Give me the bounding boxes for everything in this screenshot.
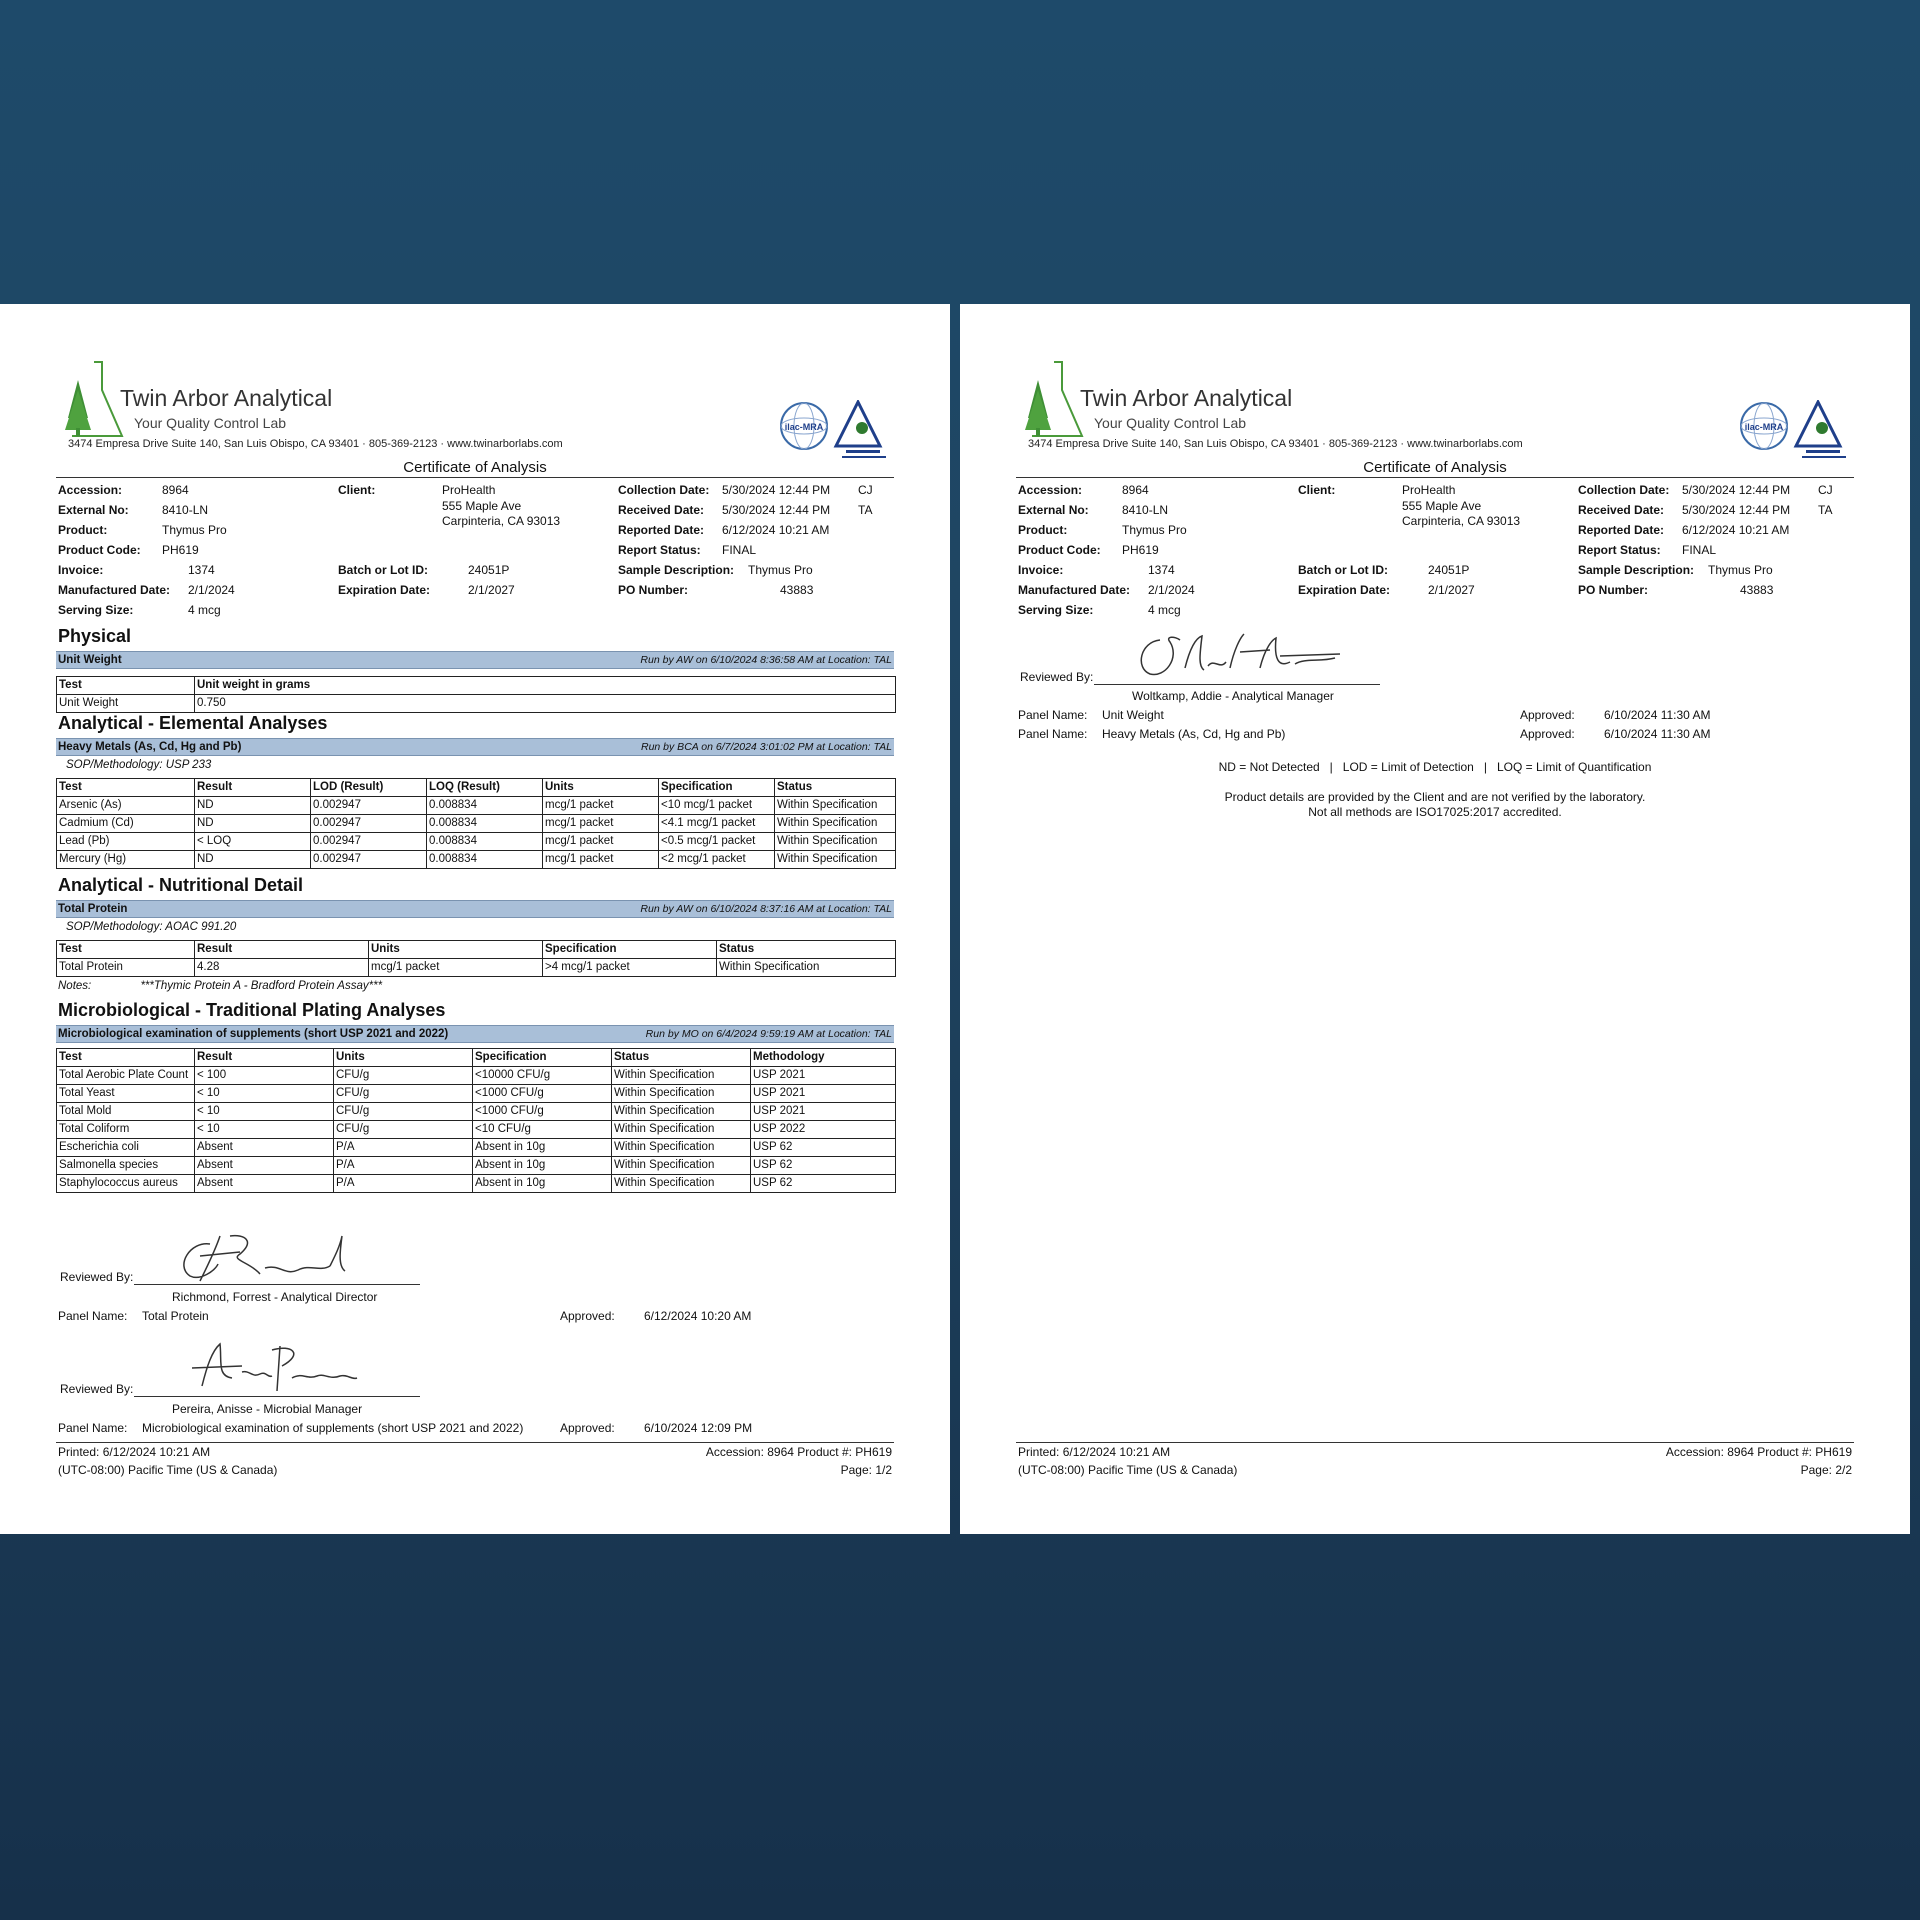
expiration-label: Expiration Date: bbox=[338, 583, 431, 597]
manufactured-value: 2/1/2024 bbox=[188, 583, 235, 597]
table-cell: <10000 CFU/g bbox=[473, 1067, 612, 1085]
column-header: Units bbox=[543, 779, 659, 797]
table-cell: <4.1 mcg/1 packet bbox=[659, 815, 775, 833]
table-cell: Arsenic (As) bbox=[57, 797, 195, 815]
panel-name-label: Panel Name: bbox=[58, 1309, 128, 1323]
table-row bbox=[57, 1085, 896, 1103]
coa-page-1 bbox=[0, 304, 950, 1534]
flask-tree-icon bbox=[1024, 360, 1084, 440]
serving-label: Serving Size: bbox=[58, 603, 134, 617]
ilac-seal-text: ilac-MRA bbox=[784, 422, 824, 432]
panel-name-label: Panel Name: bbox=[58, 1421, 128, 1435]
table-cell: Total Mold bbox=[57, 1103, 195, 1121]
run-info: Run by BCA on 6/7/2024 3:01:02 PM at Location: TAL bbox=[641, 741, 892, 753]
reviewer-name: Pereira, Anisse - Microbial Manager bbox=[172, 1402, 363, 1416]
accreditation-seals bbox=[1740, 400, 1850, 462]
section-microbiological: Microbiological - Traditional Plating Analyses bbox=[58, 1000, 446, 1020]
notes-label: Notes: bbox=[58, 980, 92, 992]
table-cell: ND bbox=[195, 815, 311, 833]
column-header: LOD (Result) bbox=[311, 779, 427, 797]
table-cell: Within Specification bbox=[612, 1121, 751, 1139]
batch-value: 24051P bbox=[468, 563, 510, 577]
total-protein-table bbox=[56, 940, 896, 977]
collection-initials: CJ bbox=[858, 483, 873, 497]
received-label: Received Date: bbox=[618, 503, 705, 517]
table-cell: Lead (Pb) bbox=[57, 833, 195, 851]
table-row bbox=[57, 1067, 896, 1085]
table-cell: Within Specification bbox=[612, 1175, 751, 1193]
lab-address: 3474 Empresa Drive Suite 140, San Luis Obispo, CA 93401 · 805-369-2123 · www.twinarborlabs.com bbox=[68, 438, 563, 450]
table-cell: <2 mcg/1 packet bbox=[659, 851, 775, 869]
table-cell: Within Specification bbox=[612, 1157, 751, 1175]
column-header: Specification bbox=[473, 1049, 612, 1067]
table-row bbox=[57, 851, 896, 869]
invoice-label: Invoice: bbox=[58, 563, 104, 577]
status-value: FINAL bbox=[722, 543, 757, 557]
table-row bbox=[57, 815, 896, 833]
table-cell: 0.008834 bbox=[427, 815, 543, 833]
signature-line bbox=[134, 1396, 420, 1397]
table-cell: Within Specification bbox=[612, 1139, 751, 1157]
po-label: PO Number: bbox=[618, 583, 689, 597]
table-cell: USP 62 bbox=[751, 1139, 896, 1157]
lab-name: Twin Arbor Analytical bbox=[1080, 385, 1293, 411]
table-cell: Salmonella species bbox=[57, 1157, 195, 1175]
run-info: Run by MO on 6/4/2024 9:59:19 AM at Location: TAL bbox=[645, 1028, 892, 1040]
signature-woltkamp bbox=[1130, 628, 1350, 684]
external-label: External No: bbox=[58, 503, 129, 517]
table-cell: CFU/g bbox=[334, 1085, 473, 1103]
table-header-row bbox=[57, 1049, 896, 1067]
table-row bbox=[57, 1121, 896, 1139]
notes-text: ***Thymic Protein A - Bradford Protein Assay*** bbox=[140, 980, 383, 992]
table-cell: Total Aerobic Plate Count bbox=[57, 1067, 195, 1085]
received-value: 5/30/2024 12:44 PM bbox=[722, 503, 831, 517]
table-cell: USP 62 bbox=[751, 1157, 896, 1175]
table-cell: <10 mcg/1 packet bbox=[659, 797, 775, 815]
table-cell: 0.008834 bbox=[427, 797, 543, 815]
client-address: 555 Maple Ave Carpinteria, CA 93013 bbox=[442, 499, 561, 528]
lab-address: 3474 Empresa Drive Suite 140, San Luis Obispo, CA 93401 · 805-369-2123 · www.twinarborlabs.com bbox=[1028, 438, 1523, 450]
panel-name-label: Panel Name: bbox=[1018, 708, 1088, 722]
table-cell: 0.002947 bbox=[311, 833, 427, 851]
table-cell: Within Specification bbox=[612, 1067, 751, 1085]
footer-printed: Printed: 6/12/2024 10:21 AM (UTC-08:00) Pacific Time (US & Canada) bbox=[1018, 1445, 1238, 1477]
approved-value: 6/10/2024 11:30 AM bbox=[1604, 708, 1711, 722]
ilac-seal-text: ilac-MRA bbox=[1744, 422, 1784, 432]
table-cell: Within Specification bbox=[775, 851, 896, 869]
panel-bar-total-protein bbox=[56, 900, 894, 918]
received-initials: TA bbox=[858, 503, 873, 517]
column-header: Specification bbox=[659, 779, 775, 797]
table-cell: 0.002947 bbox=[311, 815, 427, 833]
table-cell: USP 2021 bbox=[751, 1067, 896, 1085]
panel-bar-heavy-metals bbox=[56, 738, 894, 756]
table-cell: USP 2021 bbox=[751, 1085, 896, 1103]
table-row: Total Protein 4.28 mcg/1 packet >4 mcg/1 packet Within Specification bbox=[57, 959, 896, 977]
panel-name-value: Unit Weight bbox=[1102, 708, 1164, 722]
abbreviation-legend: ND = Not Detected | LOD = Limit of Detection | LOQ = Limit of Quantification bbox=[1218, 760, 1652, 774]
table-cell: 0.002947 bbox=[311, 797, 427, 815]
table-cell: CFU/g bbox=[334, 1103, 473, 1121]
table-row bbox=[57, 1139, 896, 1157]
expiration-value: 2/1/2027 bbox=[468, 583, 515, 597]
panel-name-value: Total Protein bbox=[142, 1309, 209, 1323]
product-value: Thymus Pro bbox=[162, 523, 227, 537]
product-code-value: PH619 bbox=[162, 543, 199, 557]
footer-printed: Printed: 6/12/2024 10:21 AM (UTC-08:00) Pacific Time (US & Canada) bbox=[58, 1445, 278, 1477]
invoice-value: 1374 bbox=[188, 563, 215, 577]
column-header: Test bbox=[57, 1049, 195, 1067]
table-cell: Total Yeast bbox=[57, 1085, 195, 1103]
client-label: Client: bbox=[338, 483, 376, 497]
panel-name: Total Protein bbox=[58, 903, 128, 915]
table-cell: <0.5 mcg/1 packet bbox=[659, 833, 775, 851]
disclaimer-client: Product details are provided by the Client and are not verified by the laboratory. bbox=[1224, 790, 1646, 804]
table-cell: 0.002947 bbox=[311, 851, 427, 869]
table-cell: Total Coliform bbox=[57, 1121, 195, 1139]
collection-label: Collection Date: bbox=[618, 483, 710, 497]
panel-bar-unit-weight bbox=[56, 651, 894, 669]
table-cell: USP 2021 bbox=[751, 1103, 896, 1121]
flask-tree-icon bbox=[64, 360, 124, 440]
panel-name: Heavy Metals (As, Cd, Hg and Pb) bbox=[58, 741, 242, 753]
lab-name: Twin Arbor Analytical bbox=[120, 385, 333, 411]
lab-tagline: Your Quality Control Lab bbox=[1094, 415, 1247, 431]
table-cell: USP 62 bbox=[751, 1175, 896, 1193]
approved-label: Approved: bbox=[1520, 708, 1575, 722]
table-cell: 0.008834 bbox=[427, 833, 543, 851]
table-row bbox=[57, 1175, 896, 1193]
reviewed-by-label: Reviewed By: bbox=[60, 1270, 134, 1284]
table-cell: ND bbox=[195, 797, 311, 815]
column-header: Status bbox=[775, 779, 896, 797]
panel-name-value: Microbiological examination of supplements (short USP 2021 and 2022) bbox=[142, 1421, 524, 1435]
panel-name-value: Heavy Metals (As, Cd, Hg and Pb) bbox=[1102, 727, 1286, 741]
lab-logo bbox=[64, 360, 584, 450]
approved-value: 6/10/2024 11:30 AM bbox=[1604, 727, 1711, 741]
document-title: Certificate of Analysis bbox=[56, 459, 894, 478]
reported-value: 6/12/2024 10:21 AM bbox=[722, 523, 830, 537]
table-cell: Within Specification bbox=[612, 1085, 751, 1103]
reviewer-name: Woltkamp, Addie - Analytical Manager bbox=[1132, 689, 1334, 703]
table-row bbox=[57, 833, 896, 851]
external-value: 8410-LN bbox=[162, 503, 209, 517]
footer-ids: Accession: 8964 Product #: PH619 Page: 2/2 bbox=[1665, 1445, 1852, 1477]
table-header-row: Test Unit weight in grams bbox=[57, 677, 896, 695]
run-info: Run by AW on 6/10/2024 8:36:58 AM at Location: TAL bbox=[640, 654, 892, 666]
table-cell: < 10 bbox=[195, 1085, 334, 1103]
notes bbox=[58, 980, 382, 992]
column-header: Methodology bbox=[751, 1049, 896, 1067]
approved-label: Approved: bbox=[1520, 727, 1575, 741]
reported-label: Reported Date: bbox=[618, 523, 705, 537]
table-cell: Escherichia coli bbox=[57, 1139, 195, 1157]
table-row: Unit Weight 0.750 bbox=[57, 695, 896, 713]
table-cell: <1000 CFU/g bbox=[473, 1085, 612, 1103]
column-header: Test bbox=[57, 779, 195, 797]
sop-methodology: SOP/Methodology: AOAC 991.20 bbox=[66, 921, 237, 933]
client-value: ProHealth bbox=[442, 483, 496, 497]
coa-page-2 bbox=[960, 304, 1910, 1534]
table-cell: mcg/1 packet bbox=[543, 815, 659, 833]
table-cell: Absent in 10g bbox=[473, 1139, 612, 1157]
accreditation-seals bbox=[780, 400, 890, 462]
table-cell: ND bbox=[195, 851, 311, 869]
table-cell: Within Specification bbox=[775, 797, 896, 815]
document-title: Certificate of Analysis bbox=[1016, 459, 1854, 478]
table-cell: Mercury (Hg) bbox=[57, 851, 195, 869]
product-code-label: Product Code: bbox=[58, 543, 141, 557]
table-cell: Within Specification bbox=[775, 815, 896, 833]
table-cell: Within Specification bbox=[775, 833, 896, 851]
table-cell: CFU/g bbox=[334, 1067, 473, 1085]
signature-line bbox=[1094, 684, 1380, 685]
disclaimer-iso: Not all methods are ISO17025:2017 accredited. bbox=[1308, 805, 1562, 819]
column-header: Units bbox=[334, 1049, 473, 1067]
po-value: 43883 bbox=[780, 583, 814, 597]
page-footer bbox=[56, 1442, 894, 1483]
approved-value: 6/12/2024 10:20 AM bbox=[644, 1309, 752, 1323]
section-elemental: Analytical - Elemental Analyses bbox=[58, 713, 328, 733]
column-header: Status bbox=[612, 1049, 751, 1067]
table-cell: Cadmium (Cd) bbox=[57, 815, 195, 833]
panel-name-label: Panel Name: bbox=[1018, 727, 1088, 741]
signature-richmond bbox=[170, 1226, 370, 1286]
table-cell: Staphylococcus aureus bbox=[57, 1175, 195, 1193]
table-row bbox=[57, 1157, 896, 1175]
table-cell: Absent bbox=[195, 1157, 334, 1175]
table-row bbox=[57, 1103, 896, 1121]
microbiological-table bbox=[56, 1048, 896, 1193]
table-cell: Absent in 10g bbox=[473, 1175, 612, 1193]
approved-label: Approved: bbox=[560, 1309, 615, 1323]
sop-methodology: SOP/Methodology: USP 233 bbox=[66, 759, 212, 771]
reviewer-name: Richmond, Forrest - Analytical Director bbox=[172, 1290, 378, 1304]
section-physical: Physical bbox=[58, 626, 132, 646]
accession-value: 8964 bbox=[162, 483, 189, 497]
column-header: LOQ (Result) bbox=[427, 779, 543, 797]
column-header: Result bbox=[195, 779, 311, 797]
table-cell: < 10 bbox=[195, 1121, 334, 1139]
sample-header: Accession: 8964 Client: ProHealth Collection Date: 5/30/2024 12:44 PM CJ External No: 8410-LN 555 Maple Ave Carpinteria, CA 93013 Received Date: 5/30/2024 12:44 PM TA Product: Thymus Pro Reported Date: 6/12/2024 10:21 AM Product Code: PH619 Report Status: FINAL Invoice: 1374 Batch or Lot ID: 24051P Sample Description: Thymus Pro Manufactured Date: 2/1/2024 Expiration Date: 2/1/2027 PO Number: 43883 Serving Size: 4 mcg bbox=[1018, 483, 1833, 617]
table-cell: P/A bbox=[334, 1139, 473, 1157]
table-cell: P/A bbox=[334, 1157, 473, 1175]
panel-name: Microbiological examination of supplements (short USP 2021 and 2022) bbox=[58, 1028, 449, 1040]
table-cell: Absent bbox=[195, 1139, 334, 1157]
status-label: Report Status: bbox=[618, 543, 701, 557]
table-cell: mcg/1 packet bbox=[543, 797, 659, 815]
panel-bar-microbiological bbox=[56, 1025, 894, 1043]
table-cell: < 10 bbox=[195, 1103, 334, 1121]
batch-label: Batch or Lot ID: bbox=[338, 563, 428, 577]
heavy-metals-table bbox=[56, 778, 896, 869]
signature-pereira bbox=[172, 1336, 372, 1396]
serving-value: 4 mcg bbox=[188, 603, 221, 617]
sample-label: Sample Description: bbox=[618, 563, 735, 577]
table-cell: < LOQ bbox=[195, 833, 311, 851]
table-header-row bbox=[57, 779, 896, 797]
reviewed-by-label: Reviewed By: bbox=[1020, 670, 1094, 684]
table-cell: Absent bbox=[195, 1175, 334, 1193]
run-info: Run by AW on 6/10/2024 8:37:16 AM at Location: TAL bbox=[640, 903, 892, 915]
table-cell: Absent in 10g bbox=[473, 1157, 612, 1175]
lab-logo bbox=[1024, 360, 1544, 450]
product-label: Product: bbox=[58, 523, 108, 537]
manufactured-label: Manufactured Date: bbox=[58, 583, 171, 597]
sample-header bbox=[58, 480, 896, 620]
footer-ids: Accession: 8964 Product #: PH619 Page: 1/2 bbox=[705, 1445, 892, 1477]
table-cell: CFU/g bbox=[334, 1121, 473, 1139]
section-nutritional: Analytical - Nutritional Detail bbox=[58, 875, 304, 895]
table-cell: P/A bbox=[334, 1175, 473, 1193]
table-cell: mcg/1 packet bbox=[543, 851, 659, 869]
column-header: Result bbox=[195, 1049, 334, 1067]
table-cell: mcg/1 packet bbox=[543, 833, 659, 851]
collection-value: 5/30/2024 12:44 PM bbox=[722, 483, 831, 497]
panel-name: Unit Weight bbox=[58, 654, 122, 666]
table-cell: 0.008834 bbox=[427, 851, 543, 869]
table-cell: <10 CFU/g bbox=[473, 1121, 612, 1139]
table-header-row: Test Result Units Specification Status bbox=[57, 941, 896, 959]
table-cell: USP 2022 bbox=[751, 1121, 896, 1139]
table-cell: Within Specification bbox=[612, 1103, 751, 1121]
approved-value: 6/10/2024 12:09 PM bbox=[644, 1421, 753, 1435]
table-row bbox=[57, 797, 896, 815]
unit-weight-table bbox=[56, 676, 896, 713]
reviewed-by-label: Reviewed By: bbox=[60, 1382, 134, 1396]
sample-value: Thymus Pro bbox=[748, 563, 813, 577]
table-cell: <1000 CFU/g bbox=[473, 1103, 612, 1121]
accession-label: Accession: bbox=[58, 483, 123, 497]
table-cell: < 100 bbox=[195, 1067, 334, 1085]
lab-tagline: Your Quality Control Lab bbox=[134, 415, 287, 431]
approved-label: Approved: bbox=[560, 1421, 615, 1435]
page-footer bbox=[1016, 1442, 1854, 1483]
